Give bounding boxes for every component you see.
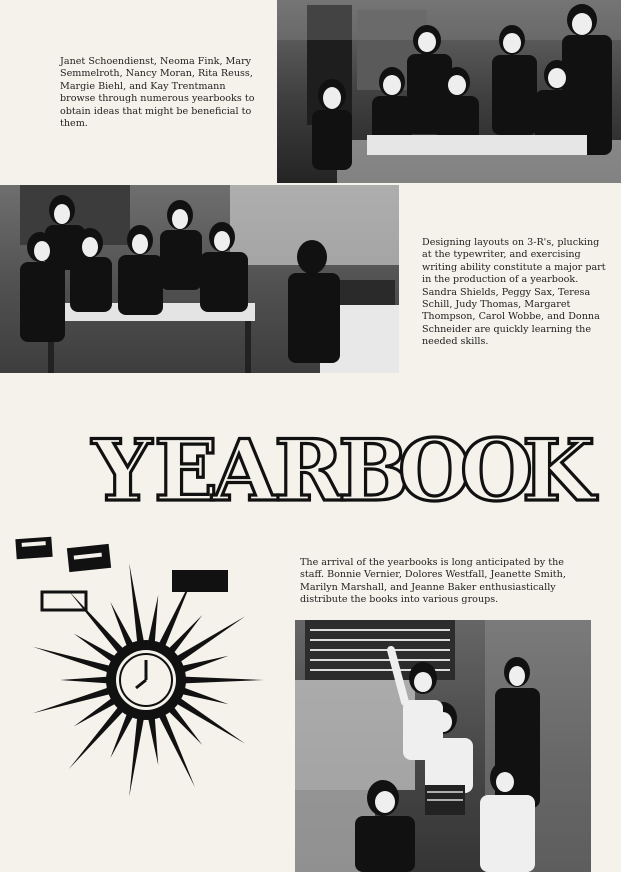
sun-ray	[184, 677, 264, 684]
sun-ray	[69, 591, 124, 654]
title-letter: A	[212, 421, 278, 520]
title-letter: O	[460, 421, 534, 520]
sun-ray	[148, 595, 158, 643]
photo-distributing-books	[295, 620, 591, 872]
sun-ray	[181, 656, 228, 673]
title-letter: K	[522, 421, 596, 520]
sunburst-clock-icon	[10, 530, 270, 810]
sun-ray	[129, 563, 144, 643]
sun-ray	[69, 706, 124, 769]
sun-ray	[176, 616, 245, 662]
title-letter: R	[274, 421, 344, 520]
sun-ray	[159, 713, 195, 787]
title-letter: Y	[92, 421, 152, 520]
sun-ray	[60, 677, 108, 684]
photo-browsing-yearbooks	[277, 0, 621, 183]
photo-designing-layouts	[0, 185, 399, 373]
caption-middle: Designing layouts on 3-R's, plucking at the typewriter, and exercising writing ability constitute a major part in the production of a yearbook. Sandra Shields, Peggy Sax, Teresa Schill, Judy Thomas, Margaret Thompson, Carol Wobbe, and Donna Schneider are quickly learning the needed skills.	[422, 237, 606, 348]
sun-ray	[129, 717, 144, 797]
title-letter: B	[338, 421, 409, 520]
caption-bottom: The arrival of the yearbooks is long anticipated by the staff. Bonnie Vernier, Dolores Westfall, Jeanette Smith, Marilyn Marshall, and Jeanne Baker enthusiastically distribute the books into various groups.	[300, 557, 566, 606]
sun-ray	[176, 698, 245, 744]
sun-ray	[181, 687, 228, 704]
caption-top: Janet Schoendienst, Neoma Fink, Mary Semmelroth, Nancy Moran, Rita Reuss, Margie Biehl, and Kay Trentmann browse through numerous yearbooks to obtain ideas that might be beneficial to them.	[60, 56, 255, 130]
sun-ray	[148, 717, 158, 765]
title-letter: O	[398, 421, 472, 520]
title-letter: E	[154, 421, 219, 520]
yearbook-title	[92, 418, 596, 520]
